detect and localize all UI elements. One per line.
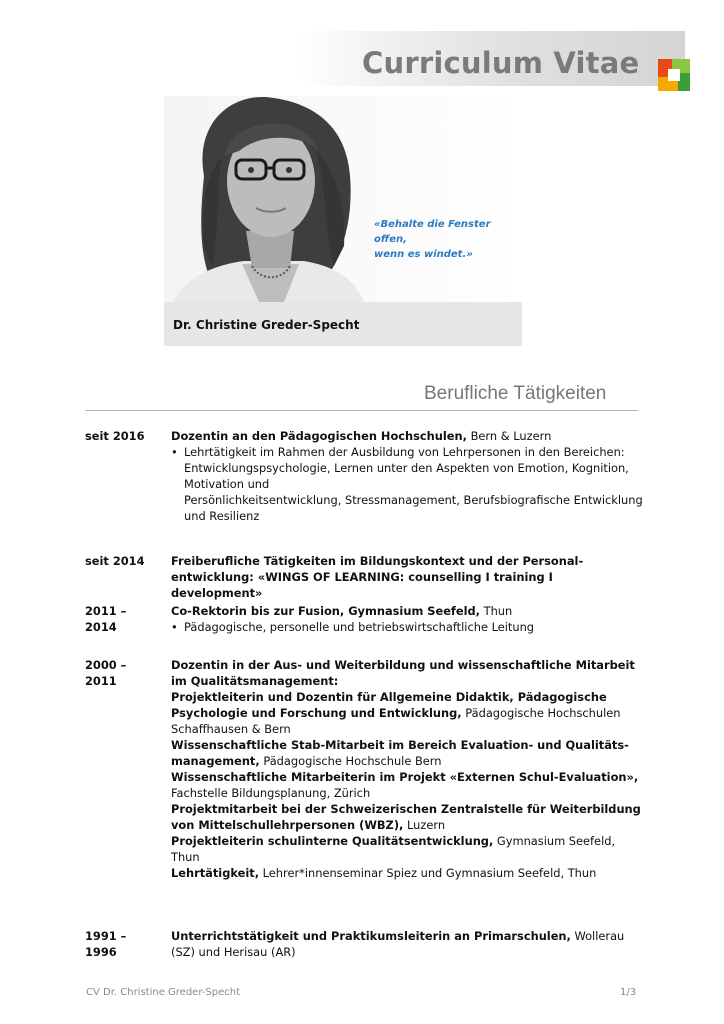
entry-body <box>171 603 645 635</box>
entry-item <box>171 801 645 833</box>
name-box <box>164 302 522 346</box>
entry-body <box>171 428 645 524</box>
entry-date: 1991 – 1996 <box>85 929 127 959</box>
entry-heading-bold: Dozentin in der Aus- und Weiterbildung und wissenschaftliche Mitarbeit im Qualitätsmanagement: <box>171 658 635 688</box>
entry-item-rest: Fachstelle Bildungsplanung, Zürich <box>171 786 371 800</box>
entry-item <box>171 833 645 865</box>
entry-heading <box>171 928 645 960</box>
section-divider <box>85 410 638 411</box>
entry-item-rest: Lehrer*innenseminar Spiez und Gymnasium Seefeld, Thun <box>259 866 597 880</box>
entry-date: 2011 – 2014 <box>85 604 127 634</box>
portrait-photo <box>164 96 522 302</box>
entry-item-bold: Lehrtätigkeit, <box>171 866 260 880</box>
footer-document-name: CV Dr. Christine Greder-Specht <box>86 987 241 998</box>
section-title: Berufliche Tätigkeiten <box>424 383 607 404</box>
footer-page-number: 1/3 <box>620 987 637 998</box>
portrait-illustration <box>164 96 522 302</box>
entry-date: 2000 – 2011 <box>85 658 127 688</box>
quote-text: «Behalte die Fenster offen, wenn es windet.» <box>374 219 491 260</box>
entry-item-bold: Projektleiterin und Dozentin für Allgemeine Didaktik, Pädagogische Psychologie und Forschung und Entwicklung, <box>171 690 607 720</box>
entry-item-bold: Wissenschaftliche Stab-Mitarbeit im Bereich Evaluation- und Qualitäts-management, <box>171 738 629 768</box>
entry-item <box>171 865 645 881</box>
entry-sub-1: Entwicklungspsychologie, Lernen unter den Aspekten von Emotion, Kognition, Motivation und <box>184 461 629 491</box>
entry-item <box>171 769 645 801</box>
entry-item <box>171 737 645 769</box>
entry-heading-rest: Thun <box>480 604 513 618</box>
entry-item-rest: Gymnasium Seefeld, Thun <box>171 834 616 864</box>
entry-item-bold: Projektleiterin schulinterne Qualitätsentwicklung, <box>171 834 494 848</box>
logo-icon <box>658 59 690 91</box>
entry-heading-bold: Unterrichtstätigkeit und Praktikumsleiterin an Primarschulen, <box>171 929 571 943</box>
entry-item-rest: Luzern <box>403 818 446 832</box>
entry-heading-bold: Co-Rektorin bis zur Fusion, Gymnasium Seefeld, <box>171 604 480 618</box>
entry-heading-rest: Bern & Luzern <box>466 429 552 443</box>
entry-date: seit 2014 <box>85 554 145 568</box>
entry-item-bold: Wissenschaftliche Mitarbeiterin im Projekt «Externen Schul-Evaluation», <box>171 770 639 784</box>
person-name: Dr. Christine Greder-Specht <box>173 318 360 332</box>
entry-heading <box>171 603 645 619</box>
entry-heading-rest: Wollerau (SZ) und Herisau (AR) <box>171 929 625 959</box>
entry-item-rest: Pädagogische Hochschulen Schaffhausen & Bern <box>171 706 621 736</box>
entry-item <box>171 689 645 737</box>
entry-bullet: • Pädagogische, personelle und betriebswirtschaftliche Leitung <box>171 619 645 635</box>
entry-heading-bold: Dozentin an den Pädagogischen Hochschulen, <box>171 429 467 443</box>
entry-heading <box>171 428 645 444</box>
entry-heading-bold: Freiberufliche Tätigkeiten im Bildungskontext und der Personal-entwicklung: «WINGS OF LEARNING: counselling I training I development» <box>171 554 584 600</box>
entry-body <box>171 553 645 601</box>
logo-center <box>668 69 680 81</box>
entry-date: seit 2016 <box>85 429 145 443</box>
entry-body <box>171 657 645 881</box>
entry-item-bold: Projektmitarbeit bei der Schweizerischen Zentralstelle für Weiterbildung von Mittelschullehrpersonen (WBZ), <box>171 802 641 832</box>
entry-body <box>171 928 645 960</box>
entry-bullet: • Lehrtätigkeit im Rahmen der Ausbildung von Lehrpersonen in den Bereichen: <box>171 444 645 460</box>
entry-item-rest: Pädagogische Hochschule Bern <box>259 754 442 768</box>
entry-sub-2: Persönlichkeitsentwicklung, Stressmanagement, Berufsbiografische Entwicklung und Resilienz <box>184 493 643 523</box>
page-title: Curriculum Vitae <box>362 46 640 80</box>
